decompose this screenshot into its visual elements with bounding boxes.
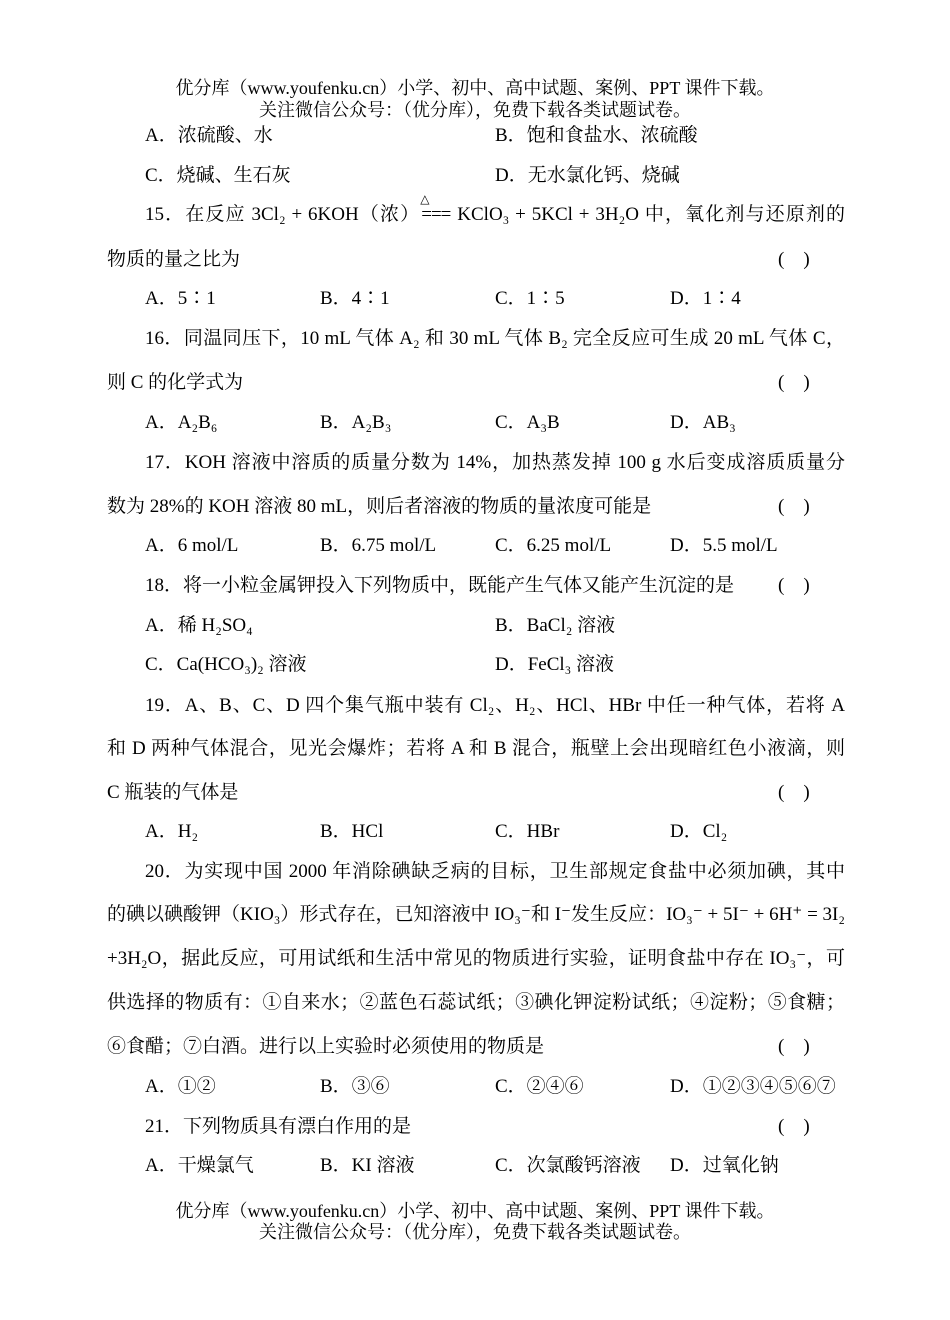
- footer-line-2: 关注微信公众号：（优分库），免费下载各类试题试卷。: [259, 1222, 691, 1242]
- equation-left-side: 15．在反应 3Cl₂ + 6KOH（浓）: [145, 204, 421, 225]
- footer-line-1: 优分库（www.youfenku.cn）小学、初中、高中试题、案例、PPT 课件下载。: [175, 1201, 775, 1221]
- question-17-stem-text: 17．KOH 溶液中溶质的质量分数为 14%，加热蒸发掉 100 g 水后变成溶质质量分: [145, 452, 845, 473]
- option-b: B．6.75 mol/L: [320, 535, 437, 556]
- option-a: A．①②: [145, 1076, 216, 1097]
- option-b: B．HCl: [320, 821, 384, 842]
- option-c: C．次氯酸钙溶液: [495, 1155, 641, 1176]
- question-17-stem-text: 数为 28%的 KOH 溶液 80 mL，则后者溶液的物质的量浓度可能是: [107, 496, 652, 517]
- question-20-stem-text: 的碘以碘酸钾（KIO₃）形式存在，已知溶液中 IO₃⁻和 I⁻发生反应：IO₃⁻ + 5I⁻ + 6H⁺ = 3I₂: [107, 904, 845, 925]
- question-18-stem-text: 18．将一小粒金属钾投入下列物质中，既能产生气体又能产生沉淀的是: [145, 575, 735, 596]
- question-15-line-2: [0, 246, 950, 274]
- answer-blank: ( ): [778, 575, 810, 596]
- option-c: C．Ca(HCO₃)₂ 溶液: [145, 654, 307, 675]
- question-19-line-1: [0, 692, 950, 720]
- question-21-options: [0, 1152, 950, 1180]
- option-a: A．H₂: [145, 821, 199, 842]
- answer-blank: ( ): [778, 1036, 810, 1057]
- question-20-options: [0, 1073, 950, 1101]
- option-d: D．FeCl₃ 溶液: [495, 654, 615, 675]
- option-b: B．KI 溶液: [320, 1155, 415, 1176]
- option-d: D．①②③④⑤⑥⑦: [670, 1076, 836, 1097]
- option-c: C．A₃B: [495, 412, 560, 433]
- question-20-line-2: [0, 901, 950, 929]
- question-19-options: [0, 818, 950, 846]
- option-c: C．烧碱、生石灰: [145, 165, 291, 186]
- question-15-stem-text: 物质的量之比为: [107, 249, 241, 270]
- option-b: B．A₂B₃: [320, 412, 392, 433]
- answer-blank: ( ): [778, 1116, 810, 1137]
- header-line-1: 优分库（www.youfenku.cn）小学、初中、高中试题、案例、PPT 课件下载。: [175, 78, 775, 98]
- question-15-options: [0, 285, 950, 313]
- question-16-line-2: [0, 369, 950, 397]
- question-20-stem-text: +3H₂O，据此反应，可用试纸和生活中常见的物质进行实验，证明食盐中存在 IO₃⁻，可: [107, 948, 845, 969]
- option-a: A．稀 H₂SO₄: [145, 615, 253, 636]
- question-19-line-3: [0, 779, 950, 807]
- question-18-options-row-1: [0, 612, 950, 640]
- option-d: D．AB₃: [670, 412, 736, 433]
- question-16-stem-text: 16．同温同压下，10 mL 气体 A₂ 和 30 mL 气体 B₂ 完全反应可生成 20 mL 气体 C，: [145, 328, 845, 349]
- answer-blank: ( ): [778, 372, 810, 393]
- option-c: C．1∶5: [495, 288, 565, 309]
- option-d: D．1∶4: [670, 288, 741, 309]
- question-19-stem-text: 和 D 两种气体混合，见光会爆炸；若将 A 和 B 混合，瓶壁上会出现暗红色小液滴，则: [107, 738, 845, 759]
- question-20-line-1: [0, 858, 950, 886]
- option-c: C．②④⑥: [495, 1076, 584, 1097]
- answer-blank: ( ): [778, 782, 810, 803]
- option-c: C．HBr: [495, 821, 560, 842]
- reaction-equals: ===: [421, 204, 451, 225]
- question-17-options: [0, 532, 950, 560]
- option-a: A．5∶1: [145, 288, 216, 309]
- question-18-options-row-2: [0, 651, 950, 679]
- option-d: D．无水氯化钙、烧碱: [495, 165, 680, 186]
- reaction-sign: [420, 192, 451, 229]
- question-20-line-4: [0, 989, 950, 1017]
- continued-options-row-1: [0, 122, 950, 150]
- question-19-stem-text: 19．A、B、C、D 四个集气瓶中装有 Cl₂、H₂、HCl、HBr 中任一种气体，若将 A: [145, 695, 845, 716]
- option-b: B．BaCl₂ 溶液: [495, 615, 616, 636]
- question-16-stem-text: 则 C 的化学式为: [107, 372, 244, 393]
- option-a: A．6 mol/L: [145, 535, 239, 556]
- option-b: B．4∶1: [320, 288, 390, 309]
- question-20-line-5: [0, 1033, 950, 1061]
- option-d: D．过氧化钠: [670, 1155, 779, 1176]
- header-line-2: 关注微信公众号：（优分库），免费下载各类试题试卷。: [259, 100, 691, 120]
- question-19-line-2: [0, 735, 950, 763]
- question-15-line-1: [0, 192, 950, 229]
- question-16-options: [0, 409, 950, 437]
- question-20-stem-text: ⑥食醋；⑦白酒。进行以上实验时必须使用的物质是: [107, 1036, 545, 1057]
- question-21-line-1: [0, 1113, 950, 1141]
- question-20-stem-text: 供选择的物质有：①自来水；②蓝色石蕊试纸；③碘化钾淀粉试纸；④淀粉；⑤食糖；: [107, 992, 845, 1013]
- question-16-line-1: [0, 325, 950, 353]
- option-d: D．5.5 mol/L: [670, 535, 778, 556]
- question-20-stem-text: 20．为实现中国 2000 年消除碘缺乏病的目标，卫生部规定食盐中必须加碘，其中: [145, 861, 845, 882]
- question-15-stem-equation: [145, 192, 845, 229]
- option-a: A．干燥氯气: [145, 1155, 254, 1176]
- answer-blank: ( ): [778, 249, 810, 270]
- option-a: A．A₂B₆: [145, 412, 218, 433]
- question-17-line-1: [0, 449, 950, 477]
- answer-blank: ( ): [778, 496, 810, 517]
- question-21-stem-text: 21．下列物质具有漂白作用的是: [145, 1116, 412, 1137]
- option-c: C．6.25 mol/L: [495, 535, 612, 556]
- option-b: B．③⑥: [320, 1076, 390, 1097]
- question-17-line-2: [0, 493, 950, 521]
- option-d: D．Cl₂: [670, 821, 728, 842]
- question-20-line-3: [0, 945, 950, 973]
- question-18-line-1: [0, 572, 950, 600]
- option-a: A．浓硫酸、水: [145, 125, 273, 146]
- equation-right-side: KClO₃ + 5KCl + 3H₂O 中，氧化剂与还原剂的: [451, 204, 845, 225]
- option-b: B．饱和食盐水、浓硫酸: [495, 125, 698, 146]
- question-19-stem-text: C 瓶装的气体是: [107, 782, 239, 803]
- heating-condition-triangle: △: [420, 192, 430, 206]
- continued-options-row-2: [0, 162, 950, 190]
